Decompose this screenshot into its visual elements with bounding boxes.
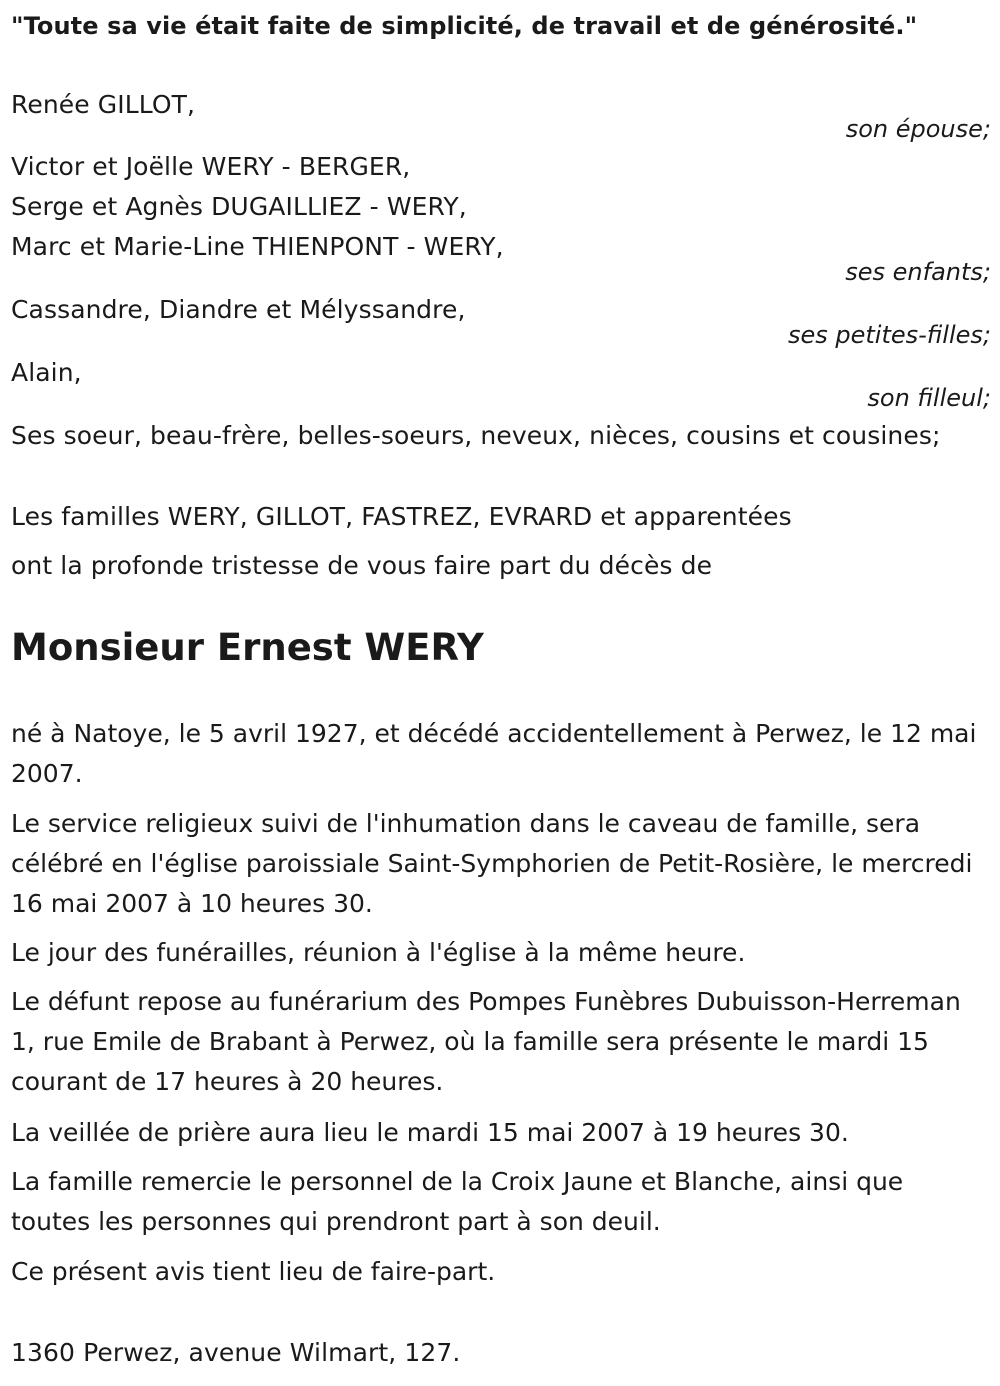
funerarium-paragraph: Le défunt repose au funérarium des Pompes Funèbres Dubuisson-Herreman 1, rue Emile de Brabant à Perwez, où la famille sera présente le mardi 15 courant de 17 heures à 20 heures. bbox=[11, 987, 961, 1096]
spouse-name: Renée GILLOT, bbox=[11, 90, 196, 119]
obituary-notice bbox=[11, 0, 991, 1386]
extended-family: Ses soeur, beau-frère, belles-soeurs, neveux, nièces, cousins et cousines; bbox=[11, 421, 941, 450]
birth-death-paragraph: né à Natoye, le 5 avril 1927, et décédé accidentellement à Perwez, le 12 mai 2007. bbox=[11, 719, 977, 788]
granddaughters-names: Cassandre, Diandre et Mélyssandre, bbox=[11, 295, 466, 324]
child-line-2: Serge et Agnès DUGAILLIEZ - WERY, bbox=[11, 192, 467, 221]
spouse-relation: son épouse; bbox=[845, 115, 991, 143]
children-relation: ses enfants; bbox=[845, 258, 991, 286]
godson-name: Alain, bbox=[11, 358, 82, 387]
granddaughters-relation: ses petites-filles; bbox=[787, 321, 991, 349]
families-line: Les familles WERY, GILLOT, FASTREZ, EVRARD et apparentées bbox=[11, 502, 792, 531]
thanks-paragraph: La famille remercie le personnel de la Croix Jaune et Blanche, ainsi que toutes les personnes qui prendront part à son deuil. bbox=[11, 1167, 904, 1236]
service-paragraph: Le service religieux suivi de l'inhumation dans le caveau de famille, sera célébré en l'église paroissiale Saint-Symphorien de Petit-Rosière, le mercredi 16 mai 2007 à 10 heures 30. bbox=[11, 809, 973, 918]
godson-relation: son filleul; bbox=[867, 384, 991, 412]
announcement-intro: ont la profonde tristesse de vous faire part du décès de bbox=[11, 551, 713, 580]
vigil-paragraph: La veillée de prière aura lieu le mardi 15 mai 2007 à 19 heures 30. bbox=[11, 1118, 849, 1147]
notice-paragraph: Ce présent avis tient lieu de faire-part. bbox=[11, 1257, 496, 1286]
epitaph-quote: "Toute sa vie était faite de simplicité, de travail et de générosité." bbox=[11, 12, 918, 40]
deceased-name: Monsieur Ernest WERY bbox=[11, 626, 484, 669]
child-line-3: Marc et Marie-Line THIENPONT - WERY, bbox=[11, 232, 504, 261]
child-line-1: Victor et Joëlle WERY - BERGER, bbox=[11, 152, 411, 181]
funeral-day-paragraph: Le jour des funérailles, réunion à l'église à la même heure. bbox=[11, 938, 746, 967]
address-line: 1360 Perwez, avenue Wilmart, 127. bbox=[11, 1338, 461, 1367]
